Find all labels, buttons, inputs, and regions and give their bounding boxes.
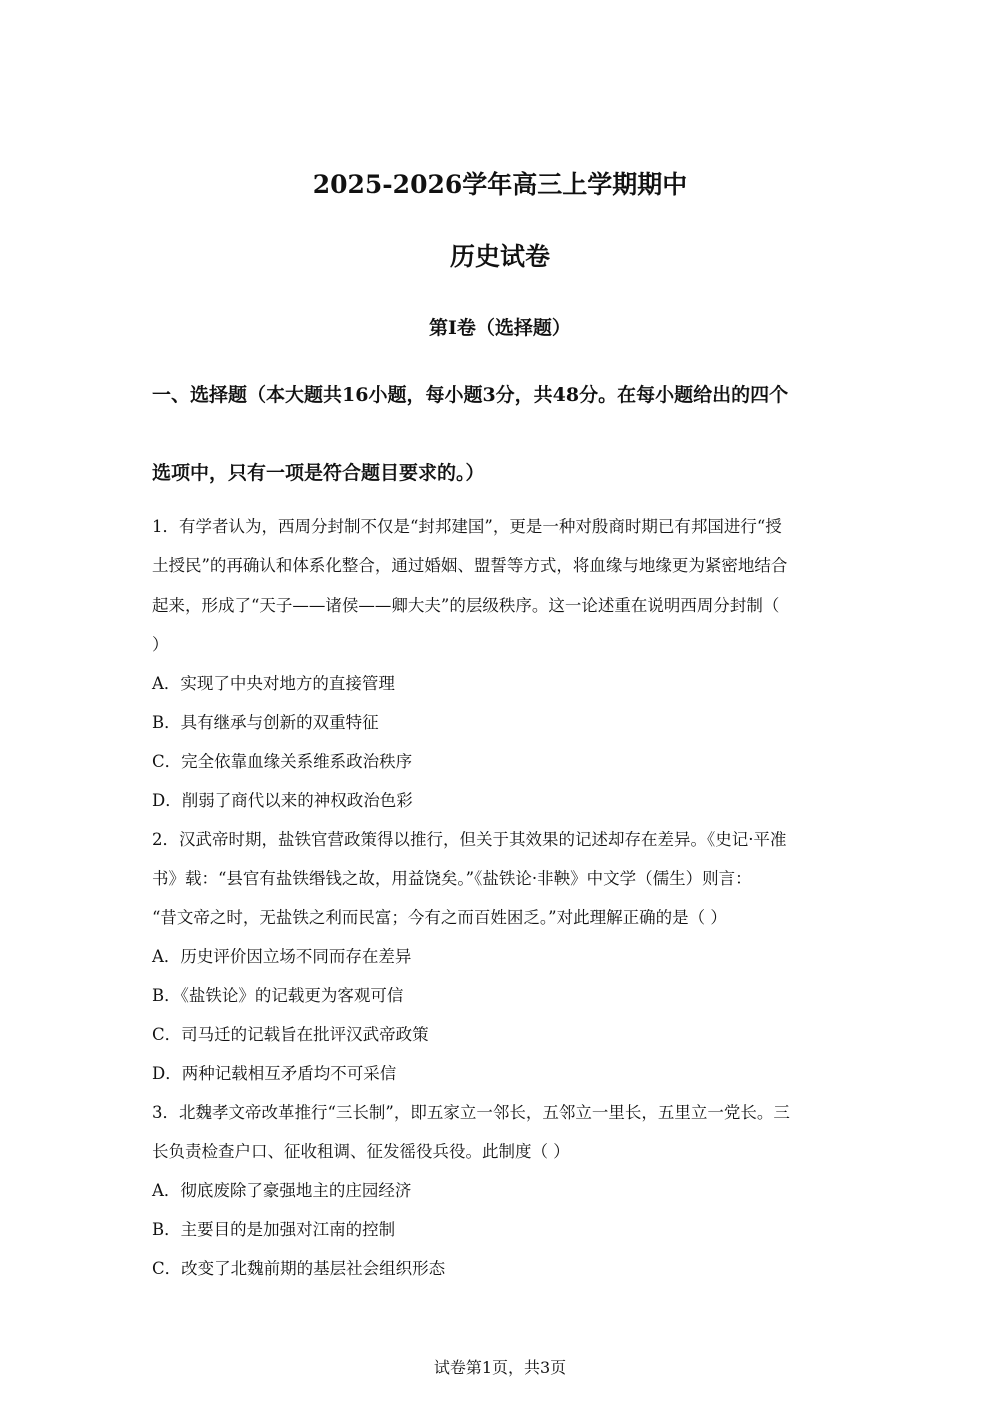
part-title: 第Ⅰ卷（选择题）	[429, 317, 571, 339]
exam-subject: 历史试卷	[449, 242, 550, 271]
q2-option-d: D．两种记载相互矛盾均不可采信	[152, 1064, 397, 1083]
section-instructions-line2: 选项中，只有一项是符合题目要求的。）	[152, 462, 485, 484]
q1-stem-line2: 土授民”的再确认和体系化整合，通过婚姻、盟誓等方式，将血缘与地缘更为紧密地结合	[152, 556, 788, 575]
q3-option-b: B．主要目的是加强对江南的控制	[152, 1220, 396, 1239]
q2-option-a: A．历史评价因立场不同而存在差异	[152, 947, 412, 966]
exam-title: 2025-2026学年高三上学期期中	[312, 170, 688, 199]
q2-stem-line3: “昔文帝之时，无盐铁之利而民富；今有之而百姓困乏。”对此理解正确的是（ ）	[152, 908, 727, 927]
q1-stem-line1: 1．有学者认为，西周分封制不仅是“封邦建国”，更是一种对殷商时期已有邦国进行“授	[152, 517, 782, 536]
q1-option-d: D．削弱了商代以来的神权政治色彩	[152, 791, 413, 810]
q1-stem-line3: 起来，形成了“天子——诸侯——卿大夫”的层级秩序。这一论述重在说明西周分封制（	[152, 596, 780, 615]
q1-stem-line4: ）	[152, 635, 169, 654]
q1-option-c: C．完全依靠血缘关系维系政治秩序	[152, 752, 413, 771]
q1-option-a: A．实现了中央对地方的直接管理	[152, 674, 395, 693]
q2-option-c: C．司马迁的记载旨在批评汉武帝政策	[152, 1025, 429, 1044]
q2-option-b: B．《盐铁论》的记载更为客观可信	[152, 986, 404, 1005]
q1-option-b: B．具有继承与创新的双重特征	[152, 713, 379, 732]
q2-stem-line1: 2．汉武帝时期，盐铁官营政策得以推行，但关于其效果的记述却存在差异。《史记·平准	[152, 830, 787, 849]
q3-option-c: C．改变了北魏前期的基层社会组织形态	[152, 1259, 446, 1278]
section-instructions-line1: 一、选择题（本大题共16小题，每小题3分，共48分。在每小题给出的四个	[152, 384, 789, 406]
q2-stem-line2: 书》载：“县官有盐铁缗钱之故，用益饶矣。”《盐铁论·非鞅》中文学（儒生）则言：	[152, 869, 752, 888]
page-footer: 试卷第1页，共3页	[433, 1358, 567, 1377]
q3-stem-line2: 长负责检查户口、征收租调、征发徭役兵役。此制度（ ）	[152, 1142, 570, 1161]
q3-option-a: A．彻底废除了豪强地主的庄园经济	[152, 1181, 412, 1200]
q3-stem-line1: 3．北魏孝文帝改革推行“三长制”，即五家立一邻长，五邻立一里长，五里立一党长。三	[152, 1103, 790, 1122]
